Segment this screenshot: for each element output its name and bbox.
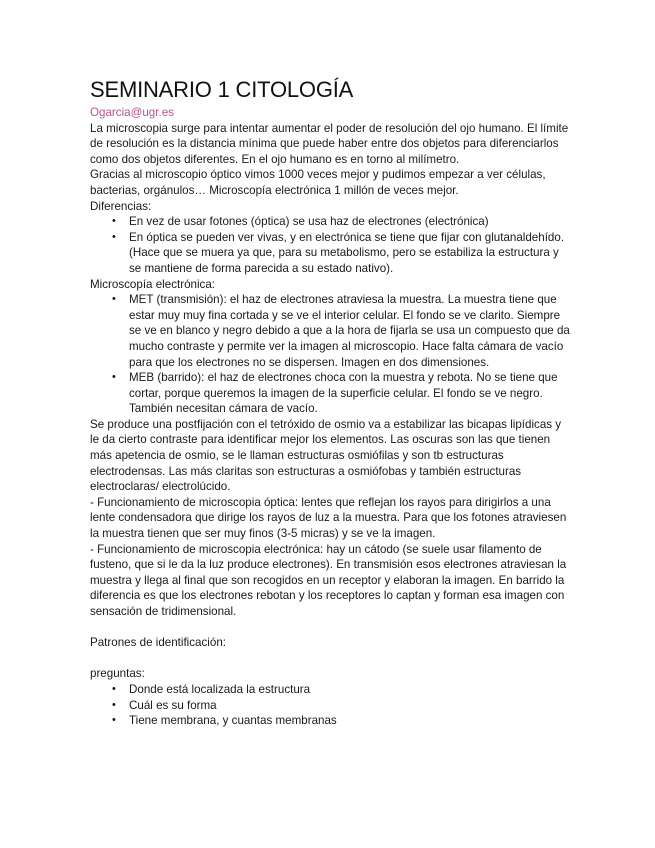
- microscopia-heading: Microscopía electrónica:: [90, 277, 216, 291]
- patrones-heading: Patrones de identificación:: [90, 636, 226, 650]
- postfijacion-paragraph: Se produce una postfijación con el tetróxido de osmio va a estabilizar las bicapas lipídicas y le da cierto contraste para identificar mejor los elementos. Las oscuras son las que tienen más apetencia de osmio, se le llaman estructuras osmiófilas y son tb estructuras electrodensas. Las más claritas son estructuras a osmiófobas y también estructuras electroclaras/ electrolúcido.: [90, 417, 562, 494]
- list-item-text: Tiene membrana, y cuantas membranas: [129, 714, 337, 728]
- bullet-icon: •: [112, 215, 116, 228]
- document-page: [90, 76, 570, 729]
- list-item-text: Donde está localizada la estructura: [129, 682, 311, 696]
- list-item: [112, 292, 570, 370]
- intro-paragraph-1: La microscopia surge para intentar aumentar el poder de resolución del ojo humano. El límite de resolución es la distancia mínima que puede haber entre dos objetos para diferenciarlos como dos objetos diferentes. En el ojo humano es en torno al milímetro.: [90, 121, 569, 166]
- list-item-text: En óptica se pueden ver vivas, y en electrónica se tiene que fijar con glutanaldehído. (Hace que se muera ya que, para su metabolismo, pero se estabiliza la estructura y se mantiene de forma parecida a su estado nativo).: [129, 230, 565, 275]
- bullet-icon: •: [112, 230, 116, 243]
- list-item: [112, 698, 570, 714]
- intro-paragraph-2: Gracias al microscopio óptico vimos 1000 veces mejor y pudimos empezar a ver células, bacterias, orgánulos… Microscopía electrónica 1 millón de veces mejor.: [90, 168, 546, 197]
- document-title: SEMINARIO 1 CITOLOGÍA: [90, 77, 354, 102]
- list-item-text: MEB (barrido): el haz de electrones choca con la muestra y rebota. No se tiene que cortar, porque queremos la imagen de la superficie celular. El fondo se ve negro. También necesitan cámara de vacío.: [129, 371, 558, 416]
- electronica-paragraph: - Funcionamiento de microscopia electrónica: hay un cátodo (se suele usar filamento de fusteno, que si le da la luz produce electrones). En transmisión esos electrones atraviesan la muestra y llega al final que son recogidos en un receptor y elaboran la imagen. En barrido la diferencia es que los electrones rebotan y los receptores lo captan y forman esa imagen con sensación de tridimensional.: [90, 542, 567, 618]
- bullet-icon: •: [112, 371, 116, 384]
- blank-line: [90, 620, 570, 636]
- list-item: [112, 713, 570, 729]
- list-item-text: MET (transmisión): el haz de electrones atraviesa la muestra. La muestra tiene que estar muy muy fina cortada y se ve el interior celular. El fondo se ve clarito. Siempre se ve en blanco y negro debido a que a la hora de fijarla se usa un compuesto que da mucho contraste y permite ver la imagen al microscopio. Hace falta cámara de vacío para que los electrones no se dispersen. Imagen en dos dimensiones.: [129, 293, 570, 369]
- bullet-icon: •: [112, 293, 116, 306]
- list-item-text: Cuál es su forma: [129, 698, 217, 712]
- blank-line: [90, 651, 570, 667]
- list-item: [112, 682, 570, 698]
- preguntas-heading: preguntas:: [90, 667, 145, 681]
- bullet-icon: •: [112, 714, 116, 727]
- author-email[interactable]: Ogarcia@ugr.es: [90, 106, 174, 119]
- bullet-icon: •: [112, 682, 116, 695]
- list-item: [112, 230, 570, 277]
- microscopia-list: [90, 292, 570, 417]
- list-item-text: En vez de usar fotones (óptica) se usa haz de electrones (electrónica): [129, 215, 489, 229]
- preguntas-list: [90, 682, 570, 729]
- diferencias-list: [90, 214, 570, 276]
- list-item: [112, 214, 570, 230]
- diferencias-heading: Diferencias:: [90, 199, 152, 213]
- bullet-icon: •: [112, 698, 116, 711]
- optica-paragraph: - Funcionamiento de microscopia óptica: lentes que reflejan los rayos para dirigirlos a una lente condensadora que dirige los rayos de luz a la muestra. Para que los fotones atraviesen la muestra tienen que ser muy finos (3-5 micras) y se ve la imagen.: [90, 495, 567, 541]
- list-item: [112, 370, 570, 417]
